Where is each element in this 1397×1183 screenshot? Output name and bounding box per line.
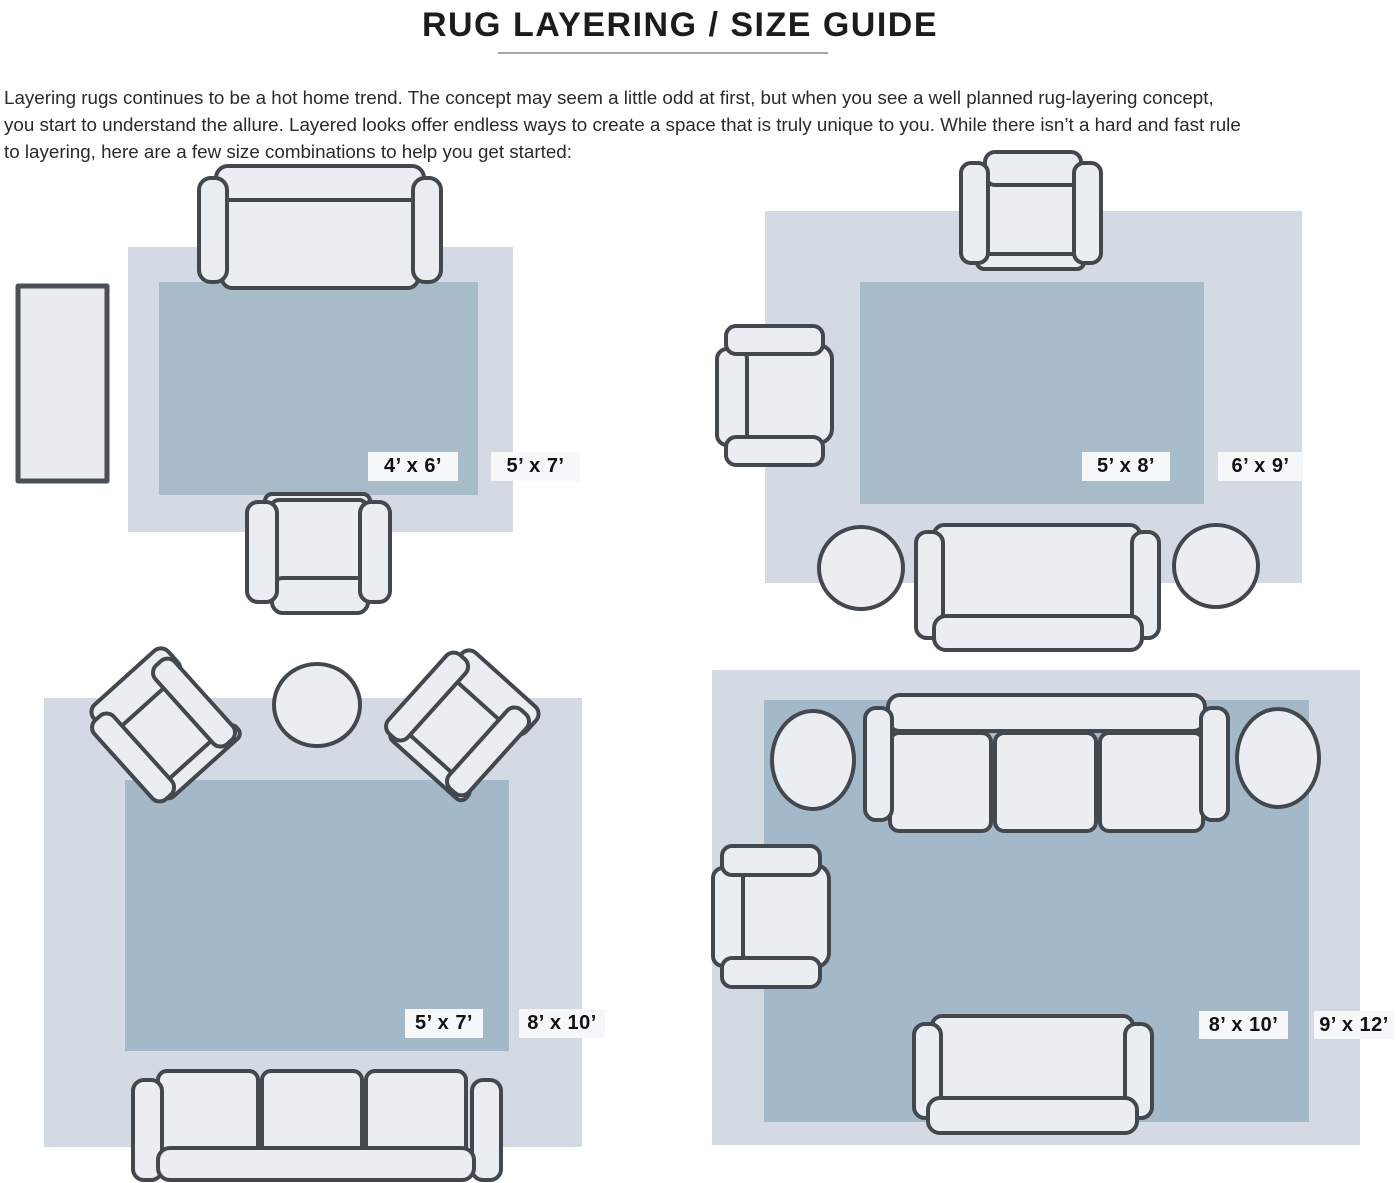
outer-rug-size-label: 9’ x 12’ (1314, 1011, 1394, 1039)
inner-rug-size-label: 4’ x 6’ (368, 452, 458, 481)
armchair-top-view (247, 494, 390, 613)
diagram-top-left (10, 145, 610, 650)
inner-rug-size-label: 5’ x 7’ (405, 1009, 483, 1038)
ottoman-top-view (819, 527, 903, 609)
side-table-top-view (18, 286, 107, 481)
armchair-top-view (717, 326, 832, 465)
outer-rug-size-label: 5’ x 7’ (491, 452, 580, 481)
intro-line-3: to layering, here are a few size combinations to help you get started: (4, 141, 572, 162)
round-table-top-view (274, 664, 360, 746)
intro-line-1: Layering rugs continues to be a hot home trend. The concept may seem a little odd at first, but when you see a well planned rug-layering concept, (4, 87, 1214, 108)
diagram-bottom-right (690, 655, 1397, 1175)
sofa-top-view (199, 166, 441, 288)
sofa-top-view (914, 1016, 1152, 1133)
armchair-top-view (961, 152, 1101, 269)
outer-rug-size-label: 8’ x 10’ (519, 1009, 605, 1038)
ottoman-top-view (1237, 709, 1319, 807)
inner-rug-size-label: 5’ x 8’ (1082, 452, 1170, 481)
outer-rug-size-label: 6’ x 9’ (1218, 452, 1303, 481)
sofa-top-view (916, 525, 1159, 650)
intro-line-2: you start to understand the allure. Layered looks offer endless ways to create a space that is truly unique to you. While there isn’t a hard and fast rule (4, 114, 1241, 135)
diagram-top-right (700, 140, 1397, 655)
diagram-bottom-left (30, 640, 610, 1183)
sofa-top-view (865, 695, 1228, 831)
armchair-top-view (713, 846, 829, 987)
inner-rug-size-label: 8’ x 10’ (1199, 1011, 1288, 1039)
ottoman-top-view (1174, 525, 1258, 607)
page-title: RUG LAYERING / SIZE GUIDE (421, 6, 939, 44)
title-underline (498, 52, 828, 54)
ottoman-top-view (772, 711, 854, 809)
sofa-top-view (133, 1071, 501, 1180)
